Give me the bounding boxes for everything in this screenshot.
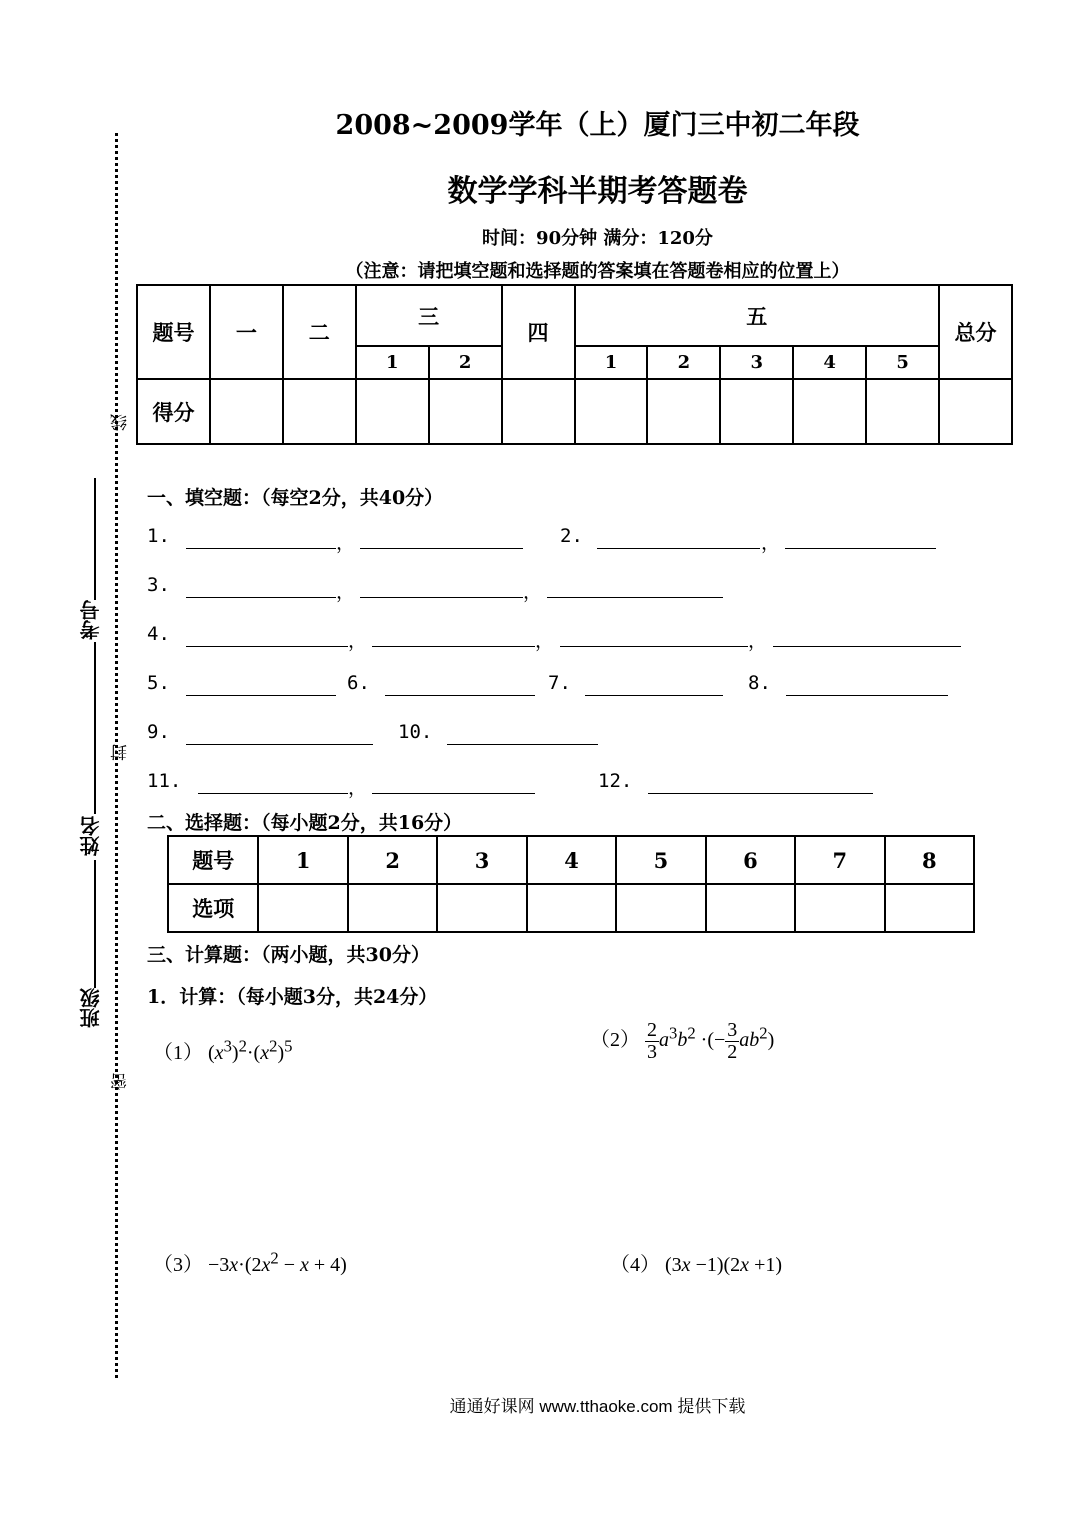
class-line[interactable] <box>94 860 96 988</box>
exam-note: （注意：请把填空题和选择题的答案填在答题卷相应的位置上） <box>345 261 850 282</box>
comma: ， <box>535 630 555 652</box>
choice-answer-label: 选项 <box>168 884 258 932</box>
q4-blank-2[interactable] <box>372 646 535 647</box>
seal-char-seal: 封 <box>111 744 131 761</box>
name-line[interactable] <box>94 642 96 814</box>
q3-number: 3. <box>147 574 170 596</box>
problem-4-formula: (3x −1)(2x +1) <box>665 1254 783 1276</box>
choice-answer-cell[interactable] <box>437 884 526 932</box>
q2-blank-1[interactable] <box>597 548 760 549</box>
page-subtitle: 数学学科半期考答题卷 <box>447 174 748 209</box>
choice-question-1: 1 <box>258 836 347 884</box>
q4-blank-3[interactable] <box>560 646 748 647</box>
choice-answer-cell[interactable] <box>885 884 974 932</box>
choice-question-3: 3 <box>437 836 526 884</box>
q12-number: 12. <box>598 770 633 792</box>
score-col-3: 三 <box>356 285 502 346</box>
choice-answer-table <box>167 835 975 933</box>
score-col-5-sub-1: 1 <box>575 346 648 379</box>
q12-blank[interactable] <box>648 793 873 794</box>
score-col-2: 二 <box>283 285 356 379</box>
problem-3-formula: $-3x\cdot(2x^2 - x + 4)$ <box>208 1248 347 1276</box>
score-col-4: 四 <box>502 285 575 379</box>
comma: ， <box>761 532 781 554</box>
score-col-3-sub-1: 1 <box>356 346 429 379</box>
comma: ， <box>348 777 368 799</box>
q7-number: 7. <box>548 672 571 694</box>
q2-number: 2. <box>560 525 583 547</box>
exam-number-label: 考号 <box>79 600 103 640</box>
comma: ， <box>336 581 356 603</box>
class-label: 班级 <box>79 988 103 1028</box>
comma: ， <box>523 581 543 603</box>
choice-question-8: 8 <box>885 836 974 884</box>
problem-3-label: （3） <box>153 1254 203 1276</box>
q7-blank[interactable] <box>585 695 723 696</box>
score-cell[interactable] <box>283 379 356 444</box>
score-row-label: 题号 <box>137 285 210 379</box>
q1-blank-1[interactable] <box>186 548 336 549</box>
problem-2-formula: $\frac{2}{3}$ $a^3b^2$ ·(− $\frac{3}{2}$ $ab^2$) <box>647 1019 775 1063</box>
choice-answer-cell[interactable] <box>258 884 347 932</box>
problem-1-formula: $(x^3)^2\cdot(x^2)^5$ <box>208 1036 293 1064</box>
q11-blank-2[interactable] <box>372 793 535 794</box>
q9-number: 9. <box>147 721 170 743</box>
problem-4 <box>610 1248 782 1277</box>
score-cell[interactable] <box>575 379 648 444</box>
choice-answer-cell[interactable] <box>706 884 795 932</box>
choice-question-4: 4 <box>527 836 616 884</box>
q3-blank-2[interactable] <box>360 597 523 598</box>
q6-number: 6. <box>347 672 370 694</box>
name-label: 姓名 <box>79 816 103 856</box>
problem-4-label: （4） <box>610 1254 660 1276</box>
q4-blank-1[interactable] <box>186 646 348 647</box>
comma: ， <box>348 630 368 652</box>
q8-blank[interactable] <box>786 695 948 696</box>
score-col-5-sub-2: 2 <box>647 346 720 379</box>
q1-number: 1. <box>147 525 170 547</box>
section3-heading: 三、计算题：（两小题，共30分） <box>147 944 430 966</box>
q3-blank-1[interactable] <box>186 597 336 598</box>
section2-heading: 二、选择题：（每小题2分，共16分） <box>147 812 463 834</box>
choice-question-2: 2 <box>348 836 437 884</box>
q3-blank-3[interactable] <box>547 597 723 598</box>
problem-2 <box>590 1020 774 1063</box>
comma: ， <box>748 630 768 652</box>
exam-meta: 时间：90分钟 满分：120分 <box>482 228 713 249</box>
score-cell[interactable] <box>429 379 502 444</box>
q5-blank[interactable] <box>186 695 336 696</box>
page-title: 2008~2009学年（上）厦门三中初二年段 <box>335 110 860 141</box>
q10-number: 10. <box>398 721 433 743</box>
choice-question-7: 7 <box>795 836 884 884</box>
problem-1 <box>153 1036 292 1065</box>
q11-blank-1[interactable] <box>198 793 348 794</box>
score-col-5-sub-3: 3 <box>720 346 793 379</box>
comma: ， <box>336 532 356 554</box>
problem-3 <box>153 1248 347 1277</box>
q10-blank[interactable] <box>447 744 598 745</box>
choice-answer-cell[interactable] <box>348 884 437 932</box>
problem-1-label: （1） <box>153 1042 203 1064</box>
score-cell[interactable] <box>502 379 575 444</box>
score-col-5-sub-4: 4 <box>793 346 866 379</box>
q2-blank-2[interactable] <box>785 548 936 549</box>
score-col-3-sub-2: 2 <box>429 346 502 379</box>
footer-text: 通通好课网 www.tthaoke.com 提供下载 <box>449 1397 746 1416</box>
score-col-1: 一 <box>210 285 283 379</box>
q1-blank-2[interactable] <box>360 548 523 549</box>
score-col-5: 五 <box>575 285 940 346</box>
q4-blank-4[interactable] <box>773 646 961 647</box>
choice-question-5: 5 <box>616 836 705 884</box>
score-total: 总分 <box>939 285 1012 379</box>
section1-heading: 一、填空题：（每空2分，共40分） <box>147 487 444 509</box>
score-cell[interactable] <box>793 379 866 444</box>
score-cell[interactable] <box>356 379 429 444</box>
q4-number: 4. <box>147 623 170 645</box>
q5-number: 5. <box>147 672 170 694</box>
q8-number: 8. <box>748 672 771 694</box>
choice-answer-cell[interactable] <box>795 884 884 932</box>
score-col-5-sub-5: 5 <box>866 346 939 379</box>
score-cell[interactable] <box>720 379 793 444</box>
seal-char-line: 线 <box>111 414 131 431</box>
score-table <box>136 284 1013 445</box>
q6-blank[interactable] <box>385 695 535 696</box>
score-cell[interactable] <box>210 379 283 444</box>
choice-answer-cell[interactable] <box>616 884 705 932</box>
q9-blank[interactable] <box>186 744 373 745</box>
choice-question-6: 6 <box>706 836 795 884</box>
exam-number-line[interactable] <box>94 478 96 600</box>
q11-number: 11. <box>147 770 182 792</box>
choice-row-label: 题号 <box>168 836 258 884</box>
section3-sub-heading: 1．计算：（每小题3分，共24分） <box>147 986 438 1008</box>
score-cell[interactable] <box>647 379 720 444</box>
score-label: 得分 <box>137 379 210 444</box>
choice-answer-cell[interactable] <box>527 884 616 932</box>
score-cell[interactable] <box>866 379 939 444</box>
problem-2-label: （2） <box>590 1029 640 1052</box>
score-cell[interactable] <box>939 379 1012 444</box>
seal-char-secret: 密 <box>111 1073 131 1090</box>
